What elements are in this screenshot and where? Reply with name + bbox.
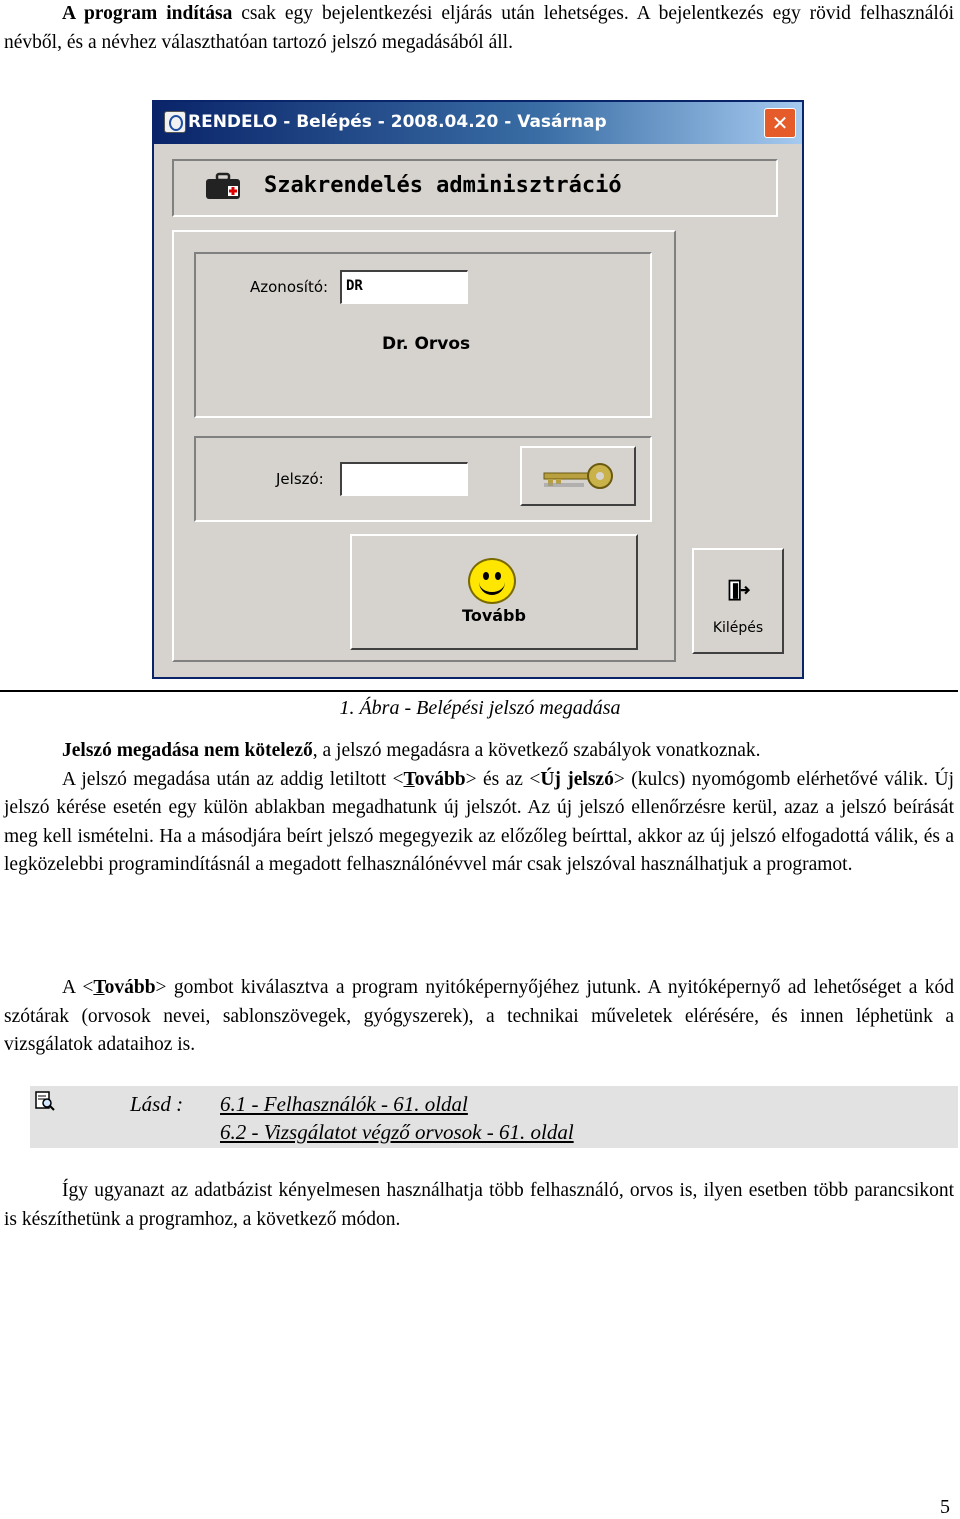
tovabb-rest-2: ovább [104, 977, 156, 998]
next-paragraph [4, 974, 954, 1060]
next-label: Tovább [462, 606, 526, 625]
rules-line2a: A jelszó megadása után az addig letiltott < [62, 768, 404, 790]
id-input[interactable]: DR [340, 270, 468, 304]
login-dialog [152, 100, 804, 679]
tovabb-ref [403, 769, 465, 790]
password-input[interactable] [340, 462, 468, 496]
id-label: Azonosító: [250, 278, 329, 296]
uj-accel: j [567, 768, 574, 790]
close-button[interactable]: ✕ [764, 108, 796, 138]
rules-bold: Jelszó megadása nem kötelező [62, 740, 313, 761]
rules-line1: , a jelszó megadásra a következő szabályok vonatkoznak. [312, 740, 761, 761]
figure-caption: 1. Ábra - Belépési jelszó megadása [339, 697, 621, 719]
tovabb-accel-2: T [93, 977, 105, 998]
password-label: Jelszó: [276, 470, 324, 488]
caption-rule [0, 690, 958, 692]
exit-door-icon [726, 578, 752, 604]
uj-b: elszó [573, 768, 614, 790]
tovabb-ref-2 [93, 977, 155, 998]
medical-bag-icon [204, 171, 242, 201]
shortcut-paragraph [4, 1177, 954, 1234]
rules-line2b: > és az < [465, 768, 541, 790]
next-button[interactable] [350, 534, 638, 650]
window-title: RENDELO - Belépés - 2008.04.20 - Vasárnap [188, 112, 607, 132]
exit-button[interactable] [692, 548, 784, 654]
exit-label: Kilépés [712, 620, 764, 636]
header-panel [172, 159, 778, 217]
see-also-link-1[interactable]: 6.1 - Felhasználók - 61. oldal [220, 1092, 468, 1116]
document-magnifier-icon [34, 1090, 56, 1112]
rules-line2c: > (kulcs) nyomógomb elérhetővé válik. Új jelszó kérése esetén egy külön ablakban megadhatunk új jelszót. Az új jelszó ellenőrzésre kerül, azaz a jelszó beírását meg kell ismételni. Ha a másodjára beírt jelszó megegyezik az előzőleg beírttal, akkor az új jelszó elfogadottá válik, és a legközelebbi programindításnál a megadott felhasználónévvel már csak jelszóval használhatjuk a programot. [4, 768, 954, 875]
smiley-icon [468, 558, 516, 604]
see-also-label: Lásd : [130, 1092, 184, 1116]
user-name: Dr. Orvos [382, 334, 471, 354]
see-also-box [30, 1086, 958, 1148]
intro-paragraph [4, 0, 954, 57]
key-icon [540, 456, 620, 496]
title-bar [154, 102, 802, 144]
next-a: A < [62, 977, 94, 998]
intro-text: csak egy bejelentkezési eljárás után lehetséges. A bejelentkezés egy rövid felhasználói névből, és a névhez választhatóan tartozó jelszó megadásából áll. [4, 3, 954, 53]
see-also-link-2[interactable]: 6.2 - Vizsgálatot végző orvosok - 61. oldal [220, 1120, 574, 1144]
intro-bold: A program indítása [62, 3, 233, 24]
tovabb-accel: T [403, 768, 415, 790]
page-number: 5 [940, 1496, 950, 1518]
tovabb-rest: ovább [414, 768, 466, 790]
uj-a: Új [540, 768, 568, 790]
new-password-key-button[interactable] [520, 446, 636, 506]
next-b: > gombot kiválasztva a program nyitóképernyőjéhez jutunk. A nyitóképernyő ad lehetőséget a kód szótárak (orvosok nevei, sablonszövegek, gyógyszerek), a technikai műveletek elérésére, és innen léphetünk a vizsgálatok adataihoz is. [4, 977, 954, 1055]
header-title: Szakrendelés adminisztráció [264, 173, 622, 198]
uj-jelszo-ref [540, 769, 614, 790]
shortcut-text: Így ugyanazt az adatbázist kényelmesen használhatja több felhasználó, orvos is, ilyen esetben több parancsikont is készíthetünk a programhoz, a következő módon. [4, 1180, 954, 1230]
rules-paragraph [4, 737, 954, 880]
app-icon [164, 111, 186, 133]
